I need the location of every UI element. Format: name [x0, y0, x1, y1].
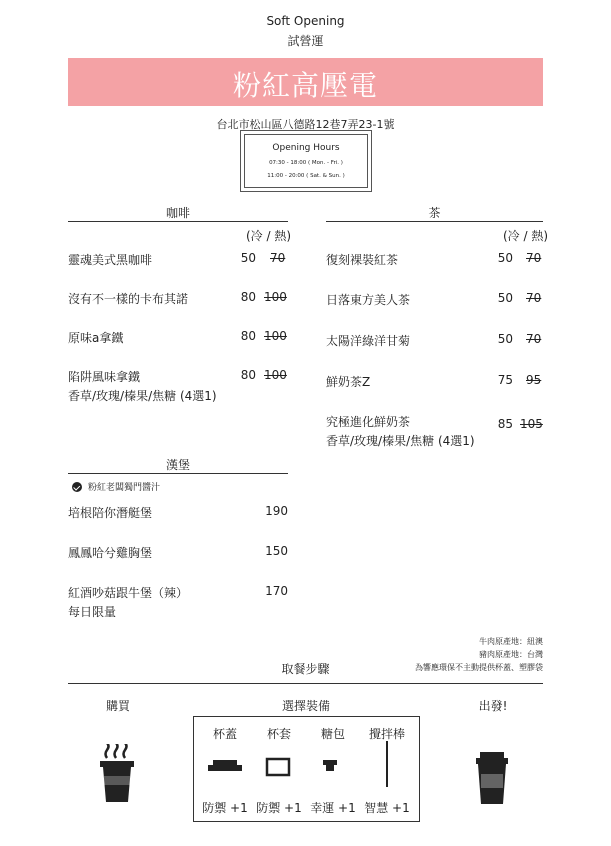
eco-note: 為響應環保不主動提供杯蓋、塑膠袋: [415, 663, 543, 672]
opening-hours-box: [240, 130, 372, 192]
equipment-stat: 防禦 +1: [256, 801, 302, 815]
tea-item-old-price: 70: [526, 291, 542, 305]
burger-item-name: 培根陪你潛艇堡: [68, 506, 153, 520]
equipment-stat: 智慧 +1: [364, 801, 410, 815]
burger-item-name: 鳳鳳哈兮雞胸堡: [68, 546, 153, 560]
soft-opening-text: Soft Opening: [266, 14, 345, 28]
shop-name: 粉紅高壓電: [232, 69, 378, 102]
tea-item-name: 太陽洋綠洋甘菊: [326, 334, 411, 348]
coffee-item-price: 80: [240, 290, 256, 304]
coffee-item-price: 50: [240, 251, 256, 265]
sauce-badge: 粉紅老闆獨門醬汁: [88, 483, 161, 493]
coffee-heading: 咖啡: [165, 206, 190, 220]
address: 台北市松山區八德路12巷7弄23-1號: [216, 118, 395, 131]
equipment-stat: 幸運 +1: [310, 801, 356, 815]
tea-heading: 茶: [428, 206, 441, 220]
coffee-item-price: 80: [240, 368, 256, 382]
equipment-name: 杯蓋: [212, 727, 237, 741]
tea-item-old-price: 70: [526, 251, 542, 265]
steps-divider: [68, 683, 543, 684]
burger-item-price: 190: [265, 504, 288, 518]
equipment-name: 糖包: [320, 727, 345, 741]
cup-sleeve-icon: [265, 757, 291, 777]
burger-item-name: 紅酒吵菇跟牛堡（辣）: [68, 586, 189, 600]
coffee-divider: [68, 221, 288, 222]
burger-heading: 漢堡: [165, 458, 190, 472]
step-buy-label: 購買: [105, 699, 130, 713]
cup-lid-icon: [207, 759, 243, 773]
burger-item-price: 150: [265, 544, 288, 558]
tea-item-price: 75: [497, 373, 513, 387]
coffee-item-old-price: 70: [270, 251, 286, 265]
tea-item-old-price: 105: [520, 417, 543, 431]
coffee-temp-header: (冷 / 熱): [246, 229, 292, 243]
coffee-item-price: 80: [240, 329, 256, 343]
pickup-steps-heading: 取餐步驟: [281, 662, 330, 676]
coffee-item-name: 原味a拿鐵: [68, 331, 124, 345]
step-go-label: 出發!: [478, 699, 508, 713]
tea-item-price: 50: [497, 251, 513, 265]
tea-divider: [326, 221, 543, 222]
pork-origin: 豬肉原產地：台灣: [479, 650, 543, 659]
coffee-item-note: 香草/玫瑰/榛果/焦糖 (4選1): [68, 389, 217, 403]
takeaway-cup-icon: [474, 750, 510, 806]
coffee-item-name: 沒有不一樣的卡布其諾: [68, 292, 189, 306]
tea-item-price: 50: [497, 332, 513, 346]
steaming-cup-icon: [98, 744, 136, 804]
coffee-item-name: 靈魂美式黑咖啡: [68, 253, 153, 267]
sugar-packet-icon: [322, 759, 338, 773]
tea-item-old-price: 95: [526, 373, 542, 387]
tea-item-name: 究極進化鮮奶茶: [326, 415, 411, 429]
equipment-box: [193, 716, 420, 822]
equipment-name: 攪拌棒: [368, 727, 405, 741]
burger-divider: [68, 473, 288, 474]
coffee-item-old-price: 100: [264, 329, 287, 343]
tea-item-name: 日落東方美人茶: [326, 293, 411, 307]
check-circle-icon: [72, 482, 82, 492]
opening-hours-weekday: 07:30 - 18:00 ( Mon. - Fri. ): [269, 160, 343, 166]
shop-banner: [68, 58, 543, 106]
coffee-item-old-price: 100: [264, 368, 287, 382]
tea-item-note: 香草/玫瑰/榛果/焦糖 (4選1): [326, 434, 475, 448]
equipment-stat: 防禦 +1: [202, 801, 248, 815]
tea-temp-header: (冷 / 熱): [503, 229, 549, 243]
tea-item-old-price: 70: [526, 332, 542, 346]
burger-item-note: 每日限量: [68, 605, 117, 619]
tea-item-name: 鮮奶茶Z: [326, 375, 371, 389]
coffee-item-old-price: 100: [264, 290, 287, 304]
beef-origin: 牛肉原產地：紐澳: [479, 637, 543, 646]
trial-run-text: 試營運: [287, 34, 324, 48]
equipment-name: 杯套: [266, 727, 291, 741]
tea-item-name: 復刻裸裝紅茶: [326, 253, 399, 267]
opening-hours-weekend: 11:00 - 20:00 ( Sat. & Sun. ): [267, 173, 345, 179]
step-choose-label: 選擇裝備: [281, 699, 330, 713]
tea-item-price: 85: [497, 417, 513, 431]
opening-hours-title: Opening Hours: [272, 143, 340, 153]
tea-item-price: 50: [497, 291, 513, 305]
burger-item-price: 170: [265, 584, 288, 598]
coffee-item-name: 陷阱風味拿鐵: [68, 370, 141, 384]
stir-stick-icon: [383, 741, 391, 787]
